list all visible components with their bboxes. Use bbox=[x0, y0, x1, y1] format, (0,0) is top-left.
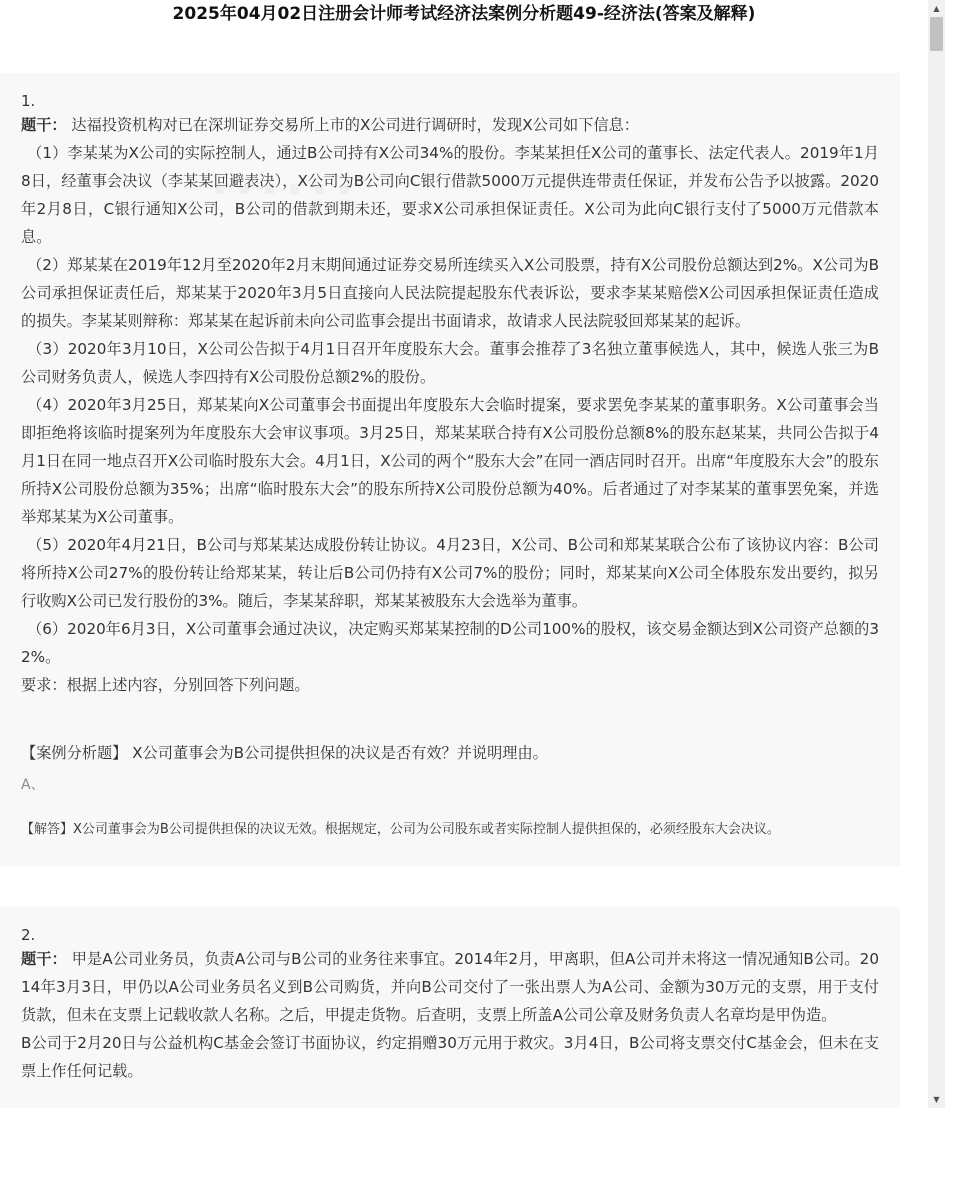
question-stem bbox=[21, 111, 879, 699]
stem-paragraph: B公司于2月20日与公益机构C基金会签订书面协议，约定捐赠30万元用于救灾。3月4日，B公司将支票交付C基金会，但未在支票上作任何记载。 bbox=[21, 1034, 879, 1080]
scroll-thumb[interactable] bbox=[930, 17, 943, 51]
question-number: 2. bbox=[21, 926, 36, 944]
page-title: 2025年04月02日注册会计师考试经济法案例分析题49-经济法(答案及解释) bbox=[172, 4, 756, 24]
question-card-1 bbox=[0, 73, 900, 866]
stem-paragraph: （5）2020年4月21日，B公司与郑某某达成股份转让协议。4月23日，X公司、B公司和郑某某联合公布了该协议内容：B公司将所持X公司27%的股份转让给郑某某，转让后B公司仍持有X公司7%的股份；同时，郑某某向X公司全体股东发出要约，拟另行收购X公司已发行股份的3%。随后，李某某辞职，郑某某被股东大会选举为董事。 bbox=[21, 536, 879, 610]
requirement-text: 要求：根据上述内容，分别回答下列问题。 bbox=[21, 676, 310, 694]
answer-option[interactable]: A、 bbox=[21, 777, 45, 793]
answer-explanation: 【解答】X公司董事会为B公司提供担保的决议无效。根据规定，公司为公司股东或者实际控制人提供担保的，必须经股东大会决议。 bbox=[21, 822, 780, 837]
question-card-2 bbox=[0, 907, 900, 1108]
scroll-down-icon[interactable]: ▼ bbox=[933, 1095, 940, 1104]
vertical-scrollbar[interactable] bbox=[928, 0, 945, 1108]
stem-intro: 甲是A公司业务员，负责A公司与B公司的业务往来事宜。2014年2月，甲离职，但A公司并未将这一情况通知B公司。2014年3月3日，甲仍以A公司业务员名义到B公司购货，并向B公司交付了一张出票人为A公司、金额为30万元的支票，用于支付货款，但未在支票上记载收款人名称。之后，甲提走货物。后查明，支票上所盖A公司公章及财务负责人名章均是甲伪造。 bbox=[21, 950, 880, 1024]
stem-paragraph: （3）2020年3月10日，X公司公告拟于4月1日召开年度股东大会。董事会推荐了3名独立董事候选人，其中，候选人张三为B公司财务负责人，候选人李四持有X公司股份总额2%的股份。 bbox=[21, 340, 879, 386]
stem-paragraph: （6）2020年6月3日，X公司董事会通过决议，决定购买郑某某控制的D公司100%的股权，该交易金额达到X公司资产总额的32%。 bbox=[21, 620, 879, 666]
scroll-up-icon[interactable]: ▲ bbox=[933, 4, 940, 13]
stem-label: 题干： bbox=[21, 116, 67, 134]
stem-label: 题干： bbox=[21, 950, 67, 968]
stem-paragraph: （4）2020年3月25日，郑某某向X公司董事会书面提出年度股东大会临时提案，要求罢免李某某的董事职务。X公司董事会当即拒绝将该临时提案列为年度股东大会审议事项。3月25日，郑某某联合持有X公司股份总额8%的股东赵某某，共同公告拟于4月1日在同一地点召开X公司临时股东大会。4月1日，X公司的两个“股东大会”在同一酒店同时召开。出席“年度股东大会”的股东所持X公司股份总额为35%；出席“临时股东大会”的股东所持X公司股份总额为40%。后者通过了对李某某的董事罢免案，并选举郑某某为X公司董事。 bbox=[21, 396, 879, 526]
question-stem bbox=[21, 945, 879, 1085]
case-question: 【案例分析题】 X公司董事会为B公司提供担保的决议是否有效？并说明理由。 bbox=[21, 744, 548, 762]
stem-intro: 达福投资机构对已在深圳证券交易所上市的X公司进行调研时，发现X公司如下信息： bbox=[71, 116, 639, 134]
stem-paragraph: （2）郑某某在2019年12月至2020年2月末期间通过证券交易所连续买入X公司股票，持有X公司股份总额达到2%。X公司为B公司承担保证责任后，郑某某于2020年3月5日直接向人民法院提起股东代表诉讼，要求李某某赔偿X公司因承担保证责任造成的损失。李某某则辩称：郑某某在起诉前未向公司监事会提出书面请求，故请求人民法院驳回郑某某的起诉。 bbox=[21, 256, 879, 330]
stem-paragraph: （1）李某某为X公司的实际控制人，通过B公司持有X公司34%的股份。李某某担任X公司的董事长、法定代表人。2019年1月8日，经董事会决议（李某某回避表决），X公司为B公司向C银行借款5000万元提供连带责任保证，并发布公告予以披露。2020年2月8日，C银行通知X公司，B公司的借款到期未还，要求X公司承担保证责任。X公司为此向C银行支付了5000万元借款本息。 bbox=[21, 144, 879, 246]
question-number: 1. bbox=[21, 92, 36, 110]
